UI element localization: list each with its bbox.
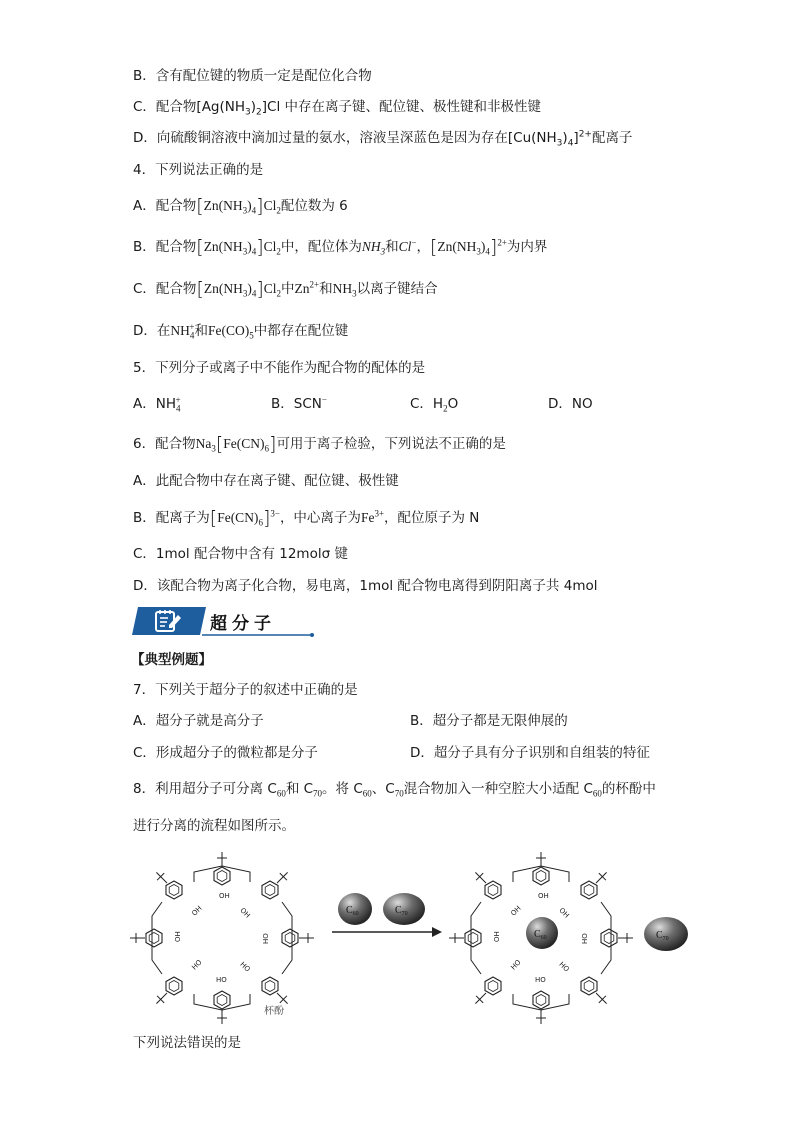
svg-text:HO: HO — [581, 933, 589, 944]
q4-option-d: D．在$NH_4^+$和$Fe(CO)_5$中都存在配位键 — [133, 321, 349, 341]
q5-option-a: A．$NH_4^+$ — [133, 394, 181, 414]
example-heading: 【典型例题】 — [131, 652, 212, 668]
q3-option-c: C．配合物$[Ag(NH_3)_2]Cl$ 中存在离子键、配位键、极性键和非极性键 — [133, 99, 542, 118]
svg-text:C60: $C_{60}$ — [534, 929, 547, 941]
c70-ball-free — [644, 917, 688, 951]
q7-option-b: B．超分子都是无限伸展的 — [410, 713, 568, 729]
c70-ball — [383, 893, 425, 925]
q6-option-a: A．此配合物中存在离子键、配位键、极性键 — [133, 473, 399, 489]
calixarene-label: 杯酚 — [264, 1006, 284, 1017]
q6-option-b: B．配离子为$[Fe(CN)_6]^{3-}$，中心离子为$Fe^{3+}$，配位原子为 N — [133, 507, 480, 529]
svg-text:HO: HO — [557, 960, 571, 974]
q8-stem-line2: 进行分离的流程如图所示。 — [133, 818, 295, 834]
q6-option-d: D．该配合物为离子化合物，易电离，1mol 配合物电离得到阴阳离子共 4mol — [133, 578, 598, 594]
q4-option-c: C．配合物$[Zn(NH_3)_4]Cl_2$中$Zn^{2+}$和$NH_3$以离子键结合 — [133, 278, 438, 300]
q7-option-d: D．超分子具有分子识别和自组装的特征 — [410, 745, 650, 761]
svg-text:OH: OH — [238, 906, 252, 920]
q6-option-c: C．1mol 配合物中含有 12molσ 键 — [133, 546, 348, 562]
q3-option-b: B．含有配位键的物质一定是配位化合物 — [133, 68, 372, 84]
reaction-arrow — [332, 927, 442, 937]
q5-option-b: B．SCN− — [271, 394, 327, 412]
svg-text:C60: $C_{60}$ — [346, 905, 359, 917]
svg-text:OH: OH — [538, 892, 549, 900]
q6-stem: 6．配合物$Na_3[Fe(CN)_6]$可用于离子检验，下列说法不正确的是 — [133, 433, 506, 455]
svg-text:HO: HO — [535, 976, 546, 984]
q3-option-d: D．向硫酸铜溶液中滴加过量的氨水，溶液呈深蓝色是因为存在$[Cu(NH_3)_4]^{2+}$配离子 — [133, 129, 633, 149]
c60-ball — [338, 893, 372, 925]
section-title: 超分子 — [210, 614, 276, 634]
c60-ball-inside — [526, 917, 558, 949]
q4-option-b: B．配合物$[Zn(NH_3)_4]Cl_2$中，配位体为$NH_3$和Cl−，$[Zn(NH_3)_4]^{2+}$为内界 — [133, 236, 548, 258]
svg-text:HO: HO — [238, 960, 252, 974]
svg-text:HO: HO — [509, 958, 523, 972]
q7-option-c: C．形成超分子的微粒都是分子 — [133, 745, 318, 761]
q8-stem: 8．利用超分子可分离 $C_{60}$和 $C_{70}$。将 $C_{60}$、$C_{70}$混合物加入一种空腔大小适配 $C_{60}$的杯酚中 — [133, 781, 656, 799]
svg-text:OH: OH — [557, 906, 571, 920]
q5-option-c: C．$H_2O$ — [410, 396, 459, 414]
svg-text:OH: OH — [174, 931, 182, 942]
q4-option-a: A．配合物$[Zn(NH_3)_4]Cl_2$配位数为 6 — [133, 195, 348, 217]
svg-text:C70: $C_{70}$ — [656, 930, 669, 942]
q7-stem: 7．下列关于超分子的叙述中正确的是 — [133, 682, 358, 698]
svg-text:OH: OH — [493, 931, 501, 942]
calixarene-empty — [130, 852, 314, 1024]
calixarene-figure — [130, 846, 700, 1030]
q4-stem: 4．下列说法正确的是 — [133, 162, 264, 178]
q5-option-d: D．NO — [548, 396, 593, 412]
svg-text:OH: OH — [219, 892, 230, 900]
q7-option-a: A．超分子就是高分子 — [133, 713, 264, 729]
svg-text:HO: HO — [262, 933, 270, 944]
svg-text:C70: $C_{70}$ — [395, 905, 408, 917]
svg-text:OH: OH — [190, 904, 204, 918]
calixarene-with-c60 — [449, 852, 633, 1024]
q8-followup: 下列说法错误的是 — [133, 1035, 241, 1051]
svg-text:HO: HO — [216, 976, 227, 984]
svg-text:OH: OH — [509, 904, 523, 918]
svg-text:HO: HO — [190, 958, 204, 972]
q5-stem: 5．下列分子或离子中不能作为配合物的配体的是 — [133, 360, 426, 376]
